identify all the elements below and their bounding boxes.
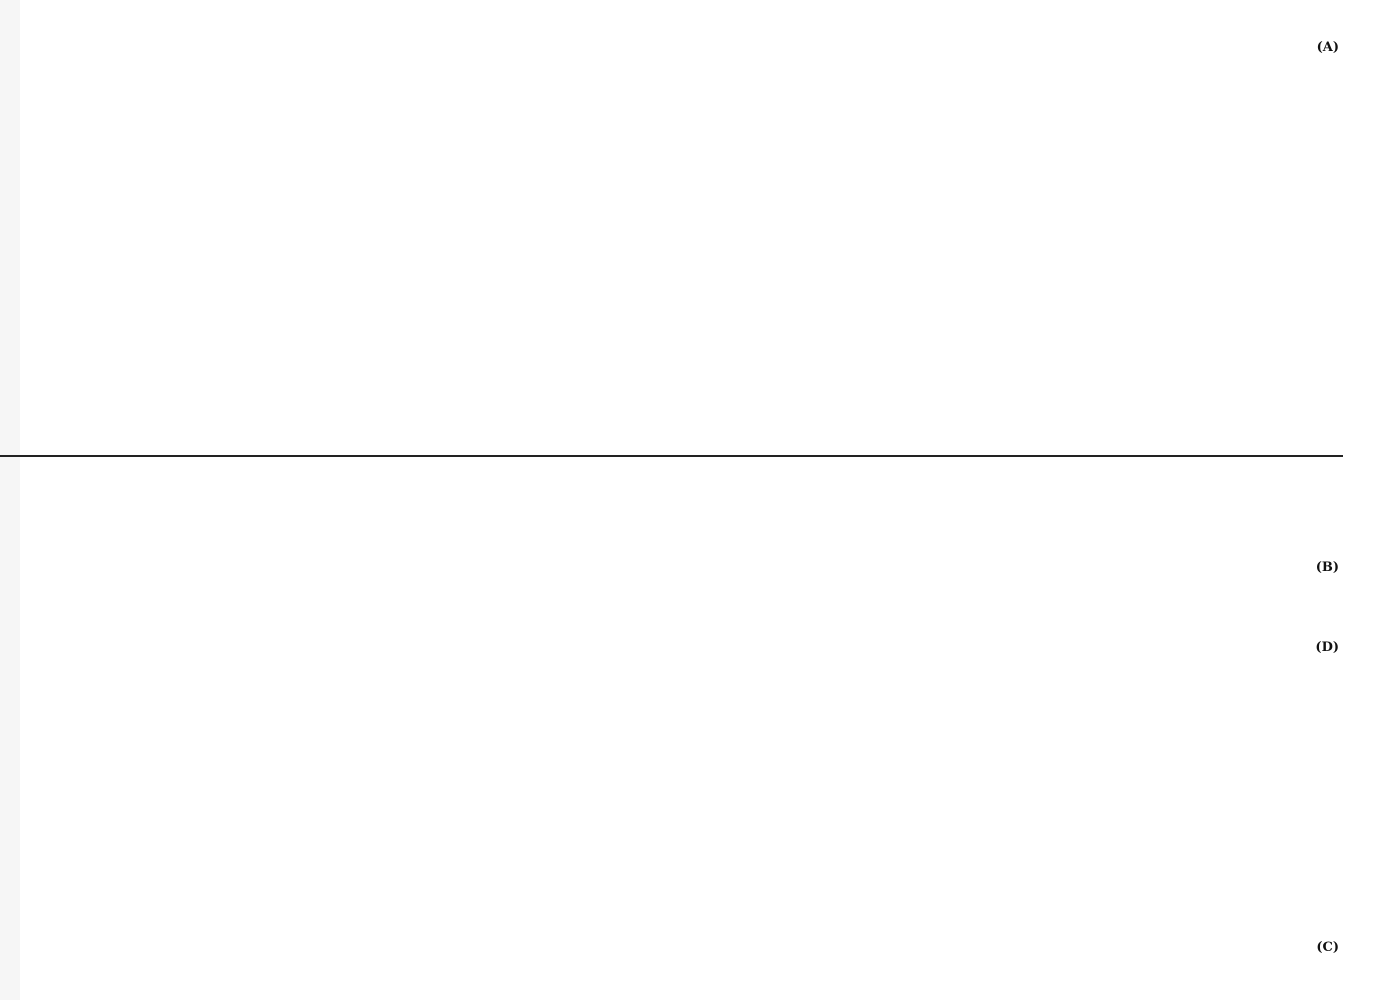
margin-marker-a: (A) <box>1316 40 1339 55</box>
sidebar <box>0 0 20 1000</box>
page <box>30 40 1383 1000</box>
column-a <box>49 50 1339 490</box>
page-header <box>1347 40 1375 1000</box>
margin-marker-c: (C) <box>1316 940 1339 955</box>
margin-marker-b: (B) <box>1315 560 1339 575</box>
margin-marker-d: (D) <box>1315 640 1339 655</box>
column-divider <box>0 455 1343 457</box>
column-b <box>49 502 1339 942</box>
